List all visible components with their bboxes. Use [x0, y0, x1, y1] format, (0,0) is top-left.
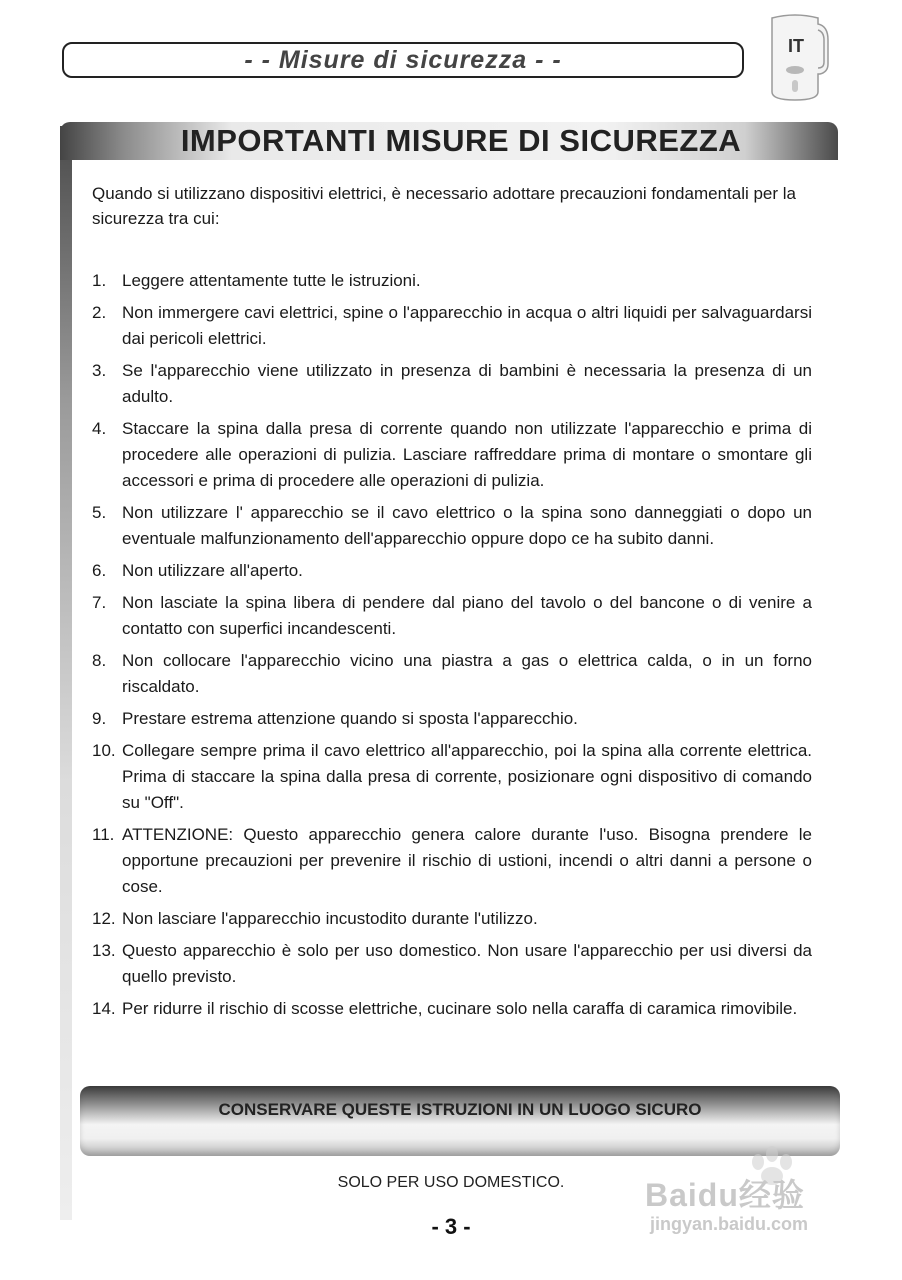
list-item — [92, 938, 812, 990]
item-text: Per ridurre il rischio di scosse elettriche, cucinare solo nella caraffa di caramica rimovibile. — [122, 999, 798, 1018]
item-text: ATTENZIONE: Questo apparecchio genera calore durante l'uso. Bisogna prendere le opportune precauzioni per prevenire il rischio di ustioni, incendi o altri danni a persone o cose. — [122, 825, 812, 896]
item-text: Se l'apparecchio viene utilizzato in presenza di bambini è necessaria la presenza di un adulto. — [122, 361, 812, 406]
left-accent-bar — [60, 126, 72, 1220]
kettle-jug-icon — [758, 10, 832, 106]
item-text: Non lasciare l'apparecchio incustodito durante l'utilizzo. — [122, 909, 538, 928]
item-number: 2. — [92, 303, 107, 322]
language-badge: IT — [788, 36, 804, 56]
item-number: 5. — [92, 503, 107, 522]
item-text: Non lasciate la spina libera di pendere dal piano del tavolo o del bancone o di venire a contatto con superfici incandescenti. — [122, 593, 812, 638]
list-item — [92, 706, 812, 732]
list-item — [92, 822, 812, 900]
domestic-use-note: SOLO PER USO DOMESTICO. — [337, 1174, 565, 1191]
safety-rules-list — [92, 268, 812, 1028]
list-item — [92, 590, 812, 642]
item-text: Non immergere cavi elettrici, spine o l'apparecchio in acqua o altri liquidi per salvaguardarsi dai pericoli elettrici. — [122, 303, 812, 348]
list-item — [92, 738, 812, 816]
list-item — [92, 906, 812, 932]
section-title: - - Misure di sicurezza - - — [244, 45, 562, 74]
item-text: Non utilizzare all'aperto. — [122, 561, 303, 580]
item-number: 8. — [92, 651, 107, 670]
watermark-url: jingyan.baidu.com — [650, 1214, 809, 1234]
item-text: Prestare estrema attenzione quando si sposta l'apparecchio. — [122, 709, 578, 728]
item-number: 12. — [92, 909, 116, 928]
item-text: Leggere attentamente tutte le istruzioni. — [122, 271, 421, 290]
item-number: 6. — [92, 561, 107, 580]
page-number: - 3 - — [431, 1214, 471, 1239]
save-notice: CONSERVARE QUESTE ISTRUZIONI IN UN LUOGO SICURO — [218, 1100, 702, 1119]
intro-paragraph: Quando si utilizzano dispositivi elettrici, è necessario adottare precauzioni fondamentali per la sicurezza tra cui: — [92, 184, 796, 228]
list-item — [92, 648, 812, 700]
list-item — [92, 500, 812, 552]
item-text: Collegare sempre prima il cavo elettrico all'apparecchio, poi la spina alla corrente elettrica. Prima di staccare la spina dalla presa di corrente, posizionare ogni dispositivo di comando su "Off". — [122, 741, 812, 812]
item-number: 1. — [92, 271, 107, 290]
item-number: 14. — [92, 999, 116, 1018]
list-item — [92, 300, 812, 352]
item-text: Staccare la spina dalla presa di corrente quando non utilizzate l'apparecchio e prima di procedere alle operazioni di pulizia. Lasciare raffreddare prima di montare o smontare gli accessori e prima di procedere alle operazioni di pulizia. — [122, 419, 812, 490]
list-item — [92, 268, 812, 294]
item-text: Non utilizzare l' apparecchio se il cavo elettrico o la spina sono danneggiati o dopo un eventuale malfunzionamento dell'apparecchio oppure dopo ce ha subito danni. — [122, 503, 812, 548]
list-item — [92, 996, 812, 1022]
list-item — [92, 358, 812, 410]
page-title: IMPORTANTI MISURE DI SICUREZZA — [180, 123, 742, 158]
item-number: 13. — [92, 941, 116, 960]
item-number: 9. — [92, 709, 107, 728]
item-number: 11. — [92, 825, 115, 844]
item-number: 4. — [92, 419, 107, 438]
item-text: Questo apparecchio è solo per uso domestico. Non usare l'apparecchio per usi diversi da quello previsto. — [122, 941, 812, 986]
item-number: 10. — [92, 741, 116, 760]
item-text: Non collocare l'apparecchio vicino una piastra a gas o elettrica calda, o in un forno riscaldato. — [122, 651, 812, 696]
item-number: 7. — [92, 593, 107, 612]
list-item — [92, 416, 812, 494]
list-item — [92, 558, 812, 584]
watermark-brand: Baidu经验 — [645, 1177, 805, 1213]
section-header — [62, 42, 744, 78]
item-number: 3. — [92, 361, 107, 380]
